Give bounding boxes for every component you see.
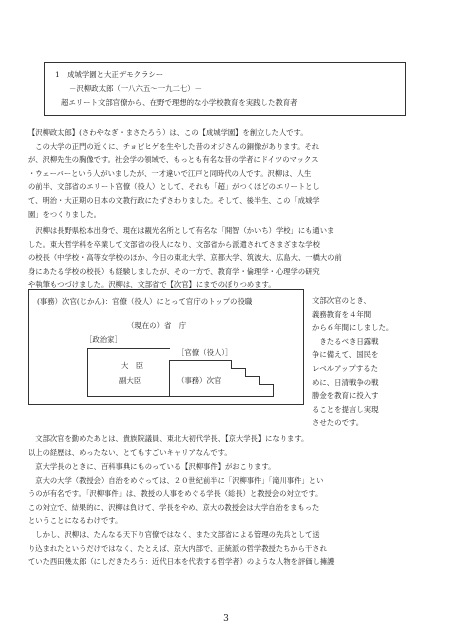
text-line: しかし、沢柳は、たんなる天下り官僚ではなく、また文部省による管理の先兵として送 (28, 529, 320, 539)
side-note-line: 文部次官のとき、 (312, 296, 371, 305)
page-number: 3 (223, 614, 229, 624)
diagram-politician-label: ［政治家］ (85, 335, 122, 344)
text-line: 以上の経歴は、めったない、とてもすごいキャリアなんです。 (28, 447, 232, 457)
diagram-title: (事務）次官(じかん)：官僚（役人）にとって官庁のトップの役職 (37, 297, 253, 306)
diagram-minister-label: 大 臣 (121, 361, 144, 370)
chapter-title: 1 成城学園と大正デモクラシー (55, 70, 164, 79)
stair-step-3 (245, 376, 260, 385)
politician-bracket (87, 348, 170, 397)
paragraph-later-career (28, 432, 428, 459)
side-note-line: レベルアップするた (312, 363, 378, 373)
text-line: 【沢柳政太郎】(さわやなぎ・まさたろう）は、この【成城学園】を創立した人です。 (28, 128, 308, 137)
side-note-line: 勝金を教育に投入す (312, 391, 379, 401)
diagram-vice-minister-label: 副大臣 (119, 376, 142, 385)
text-line: うのが有名です。「沢柳事件」は、教授の人事をめぐる学長（総長）と教授会の対立です。 (28, 489, 323, 499)
bureaucracy-diagram (28, 289, 304, 405)
diagram-ministry-label: （現在の）省 庁 (127, 321, 187, 330)
paragraph-career (28, 224, 428, 292)
text-line: 京大の大学（教授会）自治をめぐっては、２０世紀前半に「沢柳事件」「滝川事件」とい (28, 475, 324, 485)
text-line: り込まれたというだけではなく、たとえば、京大内部で、正統派の哲学教授たちから干され (28, 543, 327, 553)
text-line: 京大学長のときに、百科事典にものっている【沢柳事件】がおこります。 (28, 462, 276, 471)
side-note-line: きたるべき日露戦 (312, 336, 379, 346)
text-line: 園」をつくりました。 (28, 209, 101, 219)
side-note-line: めに、日清戦争の戦 (312, 377, 379, 387)
side-note-line: から６年間にしました。 (312, 323, 394, 333)
diagram-base-line (87, 396, 273, 397)
text-line: 沢柳は長野県松本出身で、現在は観光名所として有名な「開智（かいち）学校」にも通いま (28, 226, 335, 235)
text-line: この対立で、結果的に、沢柳は負けて、学長をやめ、京大の教授会は大学自治をまもった (28, 502, 320, 512)
side-note-line: させたのです。 (312, 418, 364, 428)
side-note-line: 争に備えて、国民を (312, 350, 379, 360)
side-note (312, 294, 432, 430)
text-line: や執筆もつづけました。沢柳は、文部省で【次官】にまでのぼりつめます。 (28, 280, 276, 290)
stair-step-2 (231, 368, 246, 377)
diagram-admin-vice-label: （事務）次官 (177, 376, 222, 385)
text-line: の前半、文部省のエリート官僚（役人）として、それも「超」がつくほどのエリートとし (28, 182, 320, 192)
paragraph-intro (28, 126, 428, 221)
side-note-line: 義務教育を４年間 (312, 309, 372, 319)
text-line: ていた西田幾太郎（にしだきたろう：近代日本を代表する哲学者）のような人物を評価し擁護 (28, 557, 335, 567)
bureaucrat-bracket (169, 360, 218, 397)
text-line: した。東大哲学科を卒業して文部省の役人になり、文部省から派遣されてさまざまな学校 (28, 239, 320, 249)
chapter-subtitle: －沢柳政太郎（一八六五～一九二七）－ (69, 84, 203, 93)
text-line: この大学の正門の近くに、チョビヒゲを生やした昔のオジさんの銅像があります。それ (28, 141, 320, 151)
side-note-line: ることを提言し実現 (312, 404, 379, 414)
text-line: ・ウェーバーという人がいましたが、一才違いで江戸と同時代の人です。沢柳は、人生 (28, 168, 312, 178)
chapter-header-box (44, 62, 406, 116)
text-line: 身にあたる学校の校長）も経験しましたが、その一方で、教育学・倫理学・心理学の研究 (28, 266, 320, 276)
text-line: の校長（中学校・高等女学校のほか、今日の東北大学、京都大学、筑波大、広島大、一橋大の前 (28, 253, 342, 263)
stair-step-1 (217, 360, 232, 369)
diagram-bureaucrat-label: ［官僚（役人）］ (177, 348, 233, 357)
text-line: ということになるわけです。 (28, 516, 123, 526)
chapter-summary: 超エリート文部官僚から、在野で理想的な小学校教育を実践した教育者 (61, 98, 298, 107)
paragraph-sawayanagi-incident (28, 460, 428, 569)
text-line: て、明治・大正期の日本の文教行政にたずさわりました。そして、後半生、この「成城学 (28, 195, 320, 205)
text-line: が、沢柳先生の胸像です。社会学の領域で、もっとも有名な昔の学者にドイツのマックス (28, 155, 319, 165)
text-line: 文部次官を勤めたあとは、貴族院議員、東北大初代学長、【京大学長】になります。 (28, 434, 309, 443)
